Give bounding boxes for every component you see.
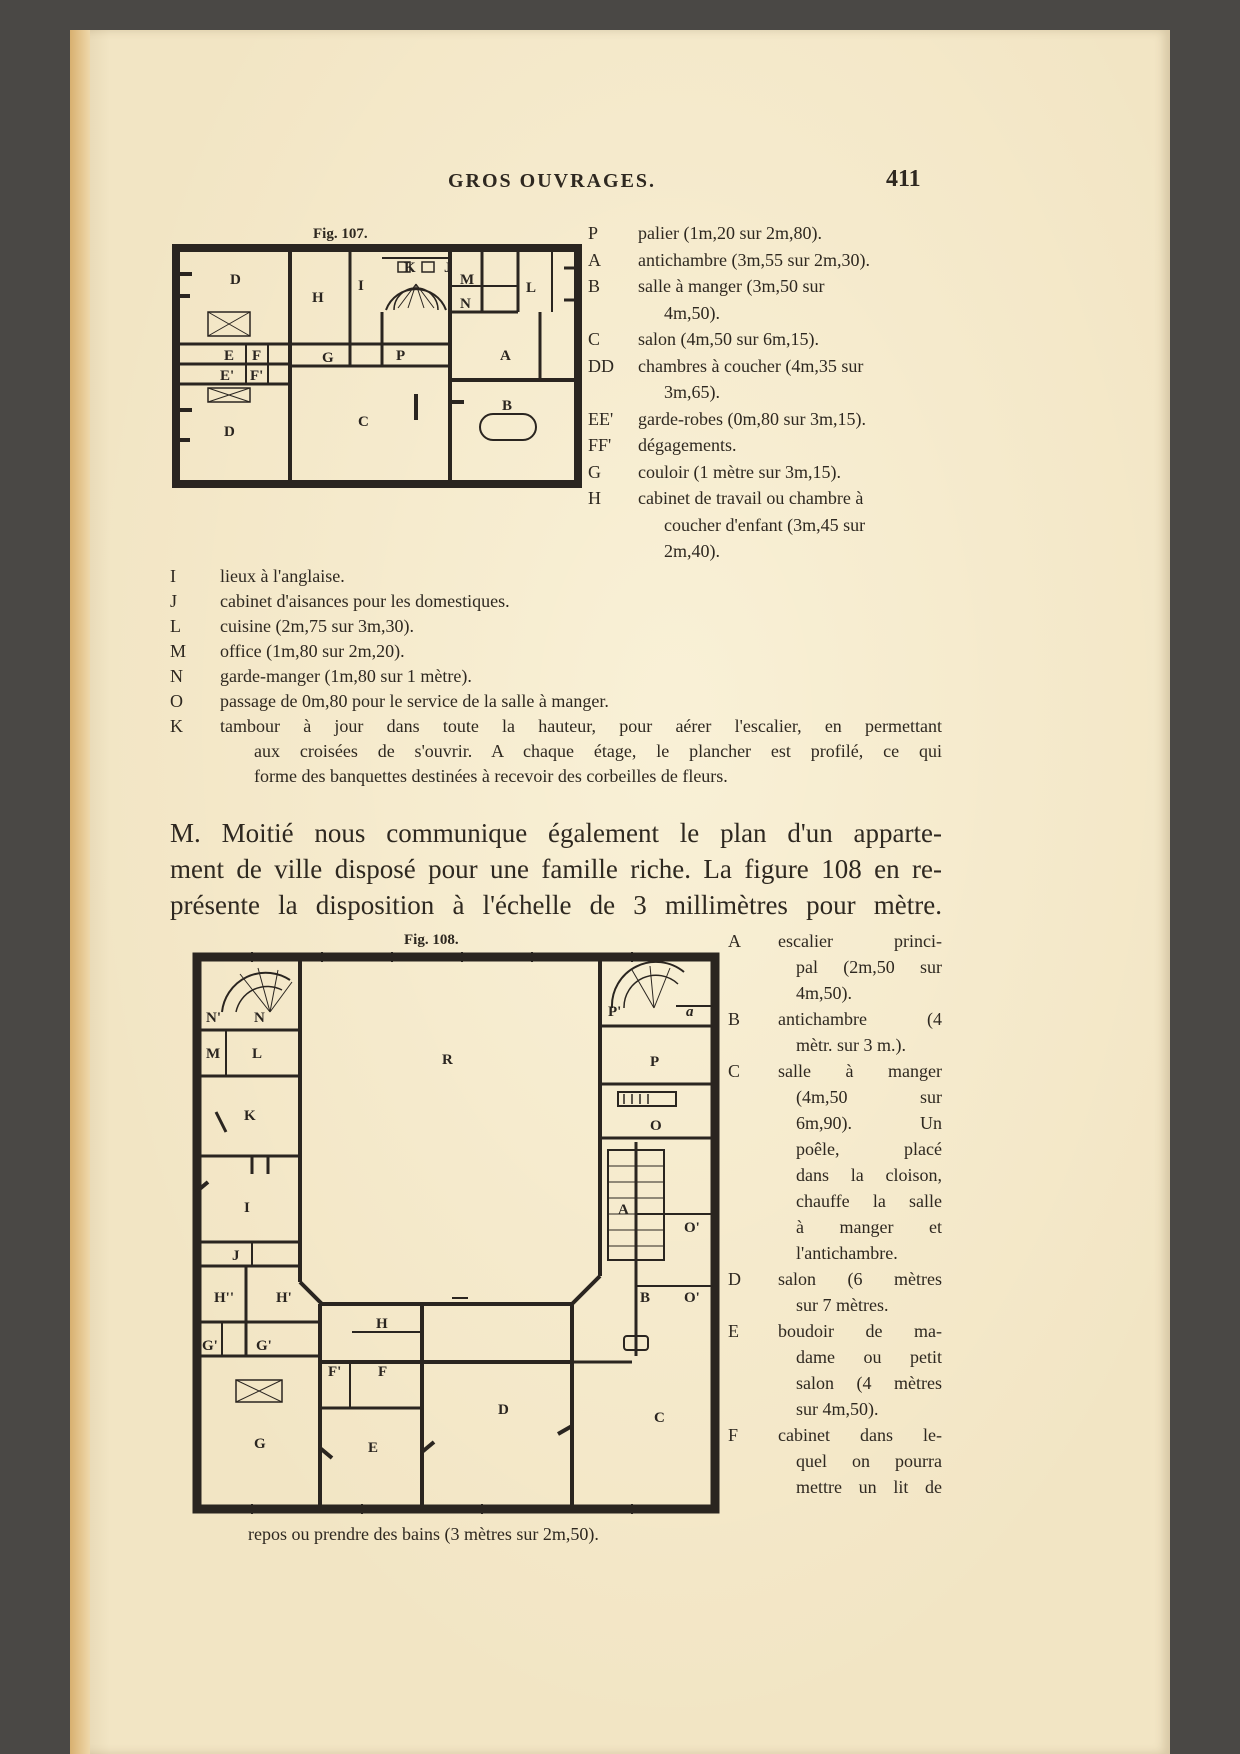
fig107-room-label: A <box>500 348 511 364</box>
legend-text: sur 7 mètres. <box>796 1295 889 1315</box>
body-paragraph <box>170 815 942 923</box>
legend-text: antichambre (3m,55 sur 2m,30). <box>638 249 870 270</box>
legend-text: boudoir de ma- <box>778 1321 942 1341</box>
fig107-legend-continued <box>170 564 942 789</box>
fig108-floor-plan <box>192 952 720 1514</box>
fig107-room-label: F' <box>250 368 264 384</box>
page-number: 411 <box>886 166 921 192</box>
fig108-room-label: B <box>640 1290 651 1306</box>
fig108-room-label: R <box>442 1052 453 1068</box>
legend-text: quel on pourra <box>796 1451 942 1471</box>
legend-entry <box>170 564 942 589</box>
legend-entry <box>170 614 942 639</box>
legend-key: EE' <box>588 408 614 429</box>
legend-entry <box>170 714 942 789</box>
legend-text: garde-robes (0m,80 sur 3m,15). <box>638 408 866 429</box>
fig108-room-label: P <box>650 1054 660 1070</box>
fig107-room-label: B <box>502 398 513 414</box>
fig108-windows <box>252 952 632 1514</box>
legend-key: P <box>588 223 599 243</box>
fig108-room-label: K <box>244 1108 256 1124</box>
fig108-caption: Fig. 108. <box>404 932 459 948</box>
fig108-room-label: G <box>254 1436 266 1452</box>
fig107-floor-plan <box>172 244 582 488</box>
fig108-room-label: H'' <box>214 1290 235 1306</box>
fig107-room-label: P <box>396 348 406 364</box>
legend-entry <box>588 432 940 459</box>
legend-text: cuisine (2m,75 sur 3m,30). <box>220 616 414 636</box>
fig108-room-label: E <box>368 1440 379 1456</box>
legend-key: C <box>588 329 601 349</box>
legend-entry <box>728 1422 942 1500</box>
legend-text: office (1m,80 sur 2m,20). <box>220 641 405 661</box>
fig108-room-label: G' <box>202 1338 218 1354</box>
paragraph-line: présente la disposition à l'échelle de 3 millimètres pour mètre. <box>170 890 942 920</box>
legend-key: A <box>728 931 741 951</box>
fig107-room-label: H <box>312 290 324 306</box>
legend-text: à manger et <box>796 1217 942 1237</box>
legend-text: cabinet de travail ou chambre à <box>638 488 864 508</box>
legend-text: escalier princi- <box>778 931 942 951</box>
legend-text: l'antichambre. <box>796 1243 898 1263</box>
fig108-room-label: I <box>244 1200 250 1216</box>
legend-key: A <box>588 249 601 270</box>
legend-text: salon (4 mètres <box>796 1373 942 1393</box>
legend-entry <box>588 459 940 486</box>
legend-text: 4m,50). <box>796 983 852 1003</box>
fig107-room-label: D <box>230 272 241 288</box>
fig108-legend <box>728 928 942 1500</box>
fig108-room-label: O' <box>684 1220 700 1236</box>
legend-text: passage de 0m,80 pour le service de la salle à manger. <box>220 691 609 711</box>
legend-text: antichambre (4 <box>778 1009 942 1029</box>
legend-entry <box>728 1266 942 1318</box>
legend-text: 4m,50). <box>664 302 720 323</box>
legend-entry <box>588 353 940 406</box>
fig108-legend-continuation: repos ou prendre des bains (3 mètres sur 2m,50). <box>248 1524 599 1544</box>
fig107-room-label: L <box>526 280 537 296</box>
legend-text: poêle, placé <box>796 1139 942 1159</box>
fig107-room-label: K <box>404 260 416 276</box>
legend-key: F <box>728 1425 739 1445</box>
legend-key: B <box>588 276 601 296</box>
legend-text: chauffe la salle <box>796 1191 942 1211</box>
fig107-room-label: C <box>358 414 369 430</box>
legend-text: cabinet d'aisances pour les domestiques. <box>220 591 510 611</box>
legend-entry <box>588 406 940 433</box>
legend-text: 6m,90). Un <box>796 1113 942 1133</box>
fig108-room-label: F <box>378 1364 388 1380</box>
fig108-room-label: a <box>686 1004 694 1020</box>
legend-text: mettre un lit de <box>796 1477 942 1497</box>
fig108-room-label: O <box>650 1118 662 1134</box>
fig108-room-label: J <box>232 1248 240 1264</box>
fig107-room-label: N <box>460 296 471 312</box>
legend-key: C <box>728 1061 741 1081</box>
fig108-room-label: A <box>618 1202 629 1218</box>
legend-text: mètr. sur 3 m.). <box>796 1035 906 1055</box>
legend-text: dame ou petit <box>796 1347 942 1367</box>
fig107-room-label: M <box>460 272 475 288</box>
legend-text: couloir (1 mètre sur 3m,15). <box>638 461 841 482</box>
legend-key: D <box>728 1269 741 1289</box>
fig107-room-label: F <box>252 348 262 364</box>
fig108-room-label: H <box>376 1316 388 1332</box>
running-header: GROS OUVRAGES. <box>448 170 657 192</box>
legend-text: forme des banquettes destinées à recevoir des corbeilles de fleurs. <box>254 766 728 786</box>
page-edge <box>70 30 90 1754</box>
legend-text: lieux à l'anglaise. <box>220 566 345 586</box>
legend-entry <box>588 247 940 274</box>
legend-text: pal (2m,50 sur <box>796 957 942 977</box>
fig108-room-label: F' <box>328 1364 342 1380</box>
legend-entry <box>728 1058 942 1266</box>
legend-text: cabinet dans le- <box>778 1425 942 1445</box>
legend-key: N <box>170 666 183 686</box>
legend-key: B <box>728 1009 741 1029</box>
legend-text: (4m,50 sur <box>796 1087 942 1107</box>
fig107-room-label: I <box>358 278 364 294</box>
legend-text: sur 4m,50). <box>796 1399 879 1419</box>
fig107-legend <box>588 220 940 565</box>
legend-key: O <box>170 691 183 711</box>
legend-key: K <box>170 716 183 736</box>
legend-entry <box>170 589 942 614</box>
legend-text: dans la cloison, <box>796 1165 942 1185</box>
legend-text: dégagements. <box>638 435 737 455</box>
legend-entry <box>728 1318 942 1422</box>
fig108-room-label: O' <box>684 1290 700 1306</box>
legend-entry <box>588 485 940 565</box>
legend-text: salon (4m,50 sur 6m,15). <box>638 329 819 349</box>
legend-text: garde-manger (1m,80 sur 1 mètre). <box>220 666 472 686</box>
legend-key: FF' <box>588 435 612 455</box>
paragraph-line: M. Moitié nous communique également le plan d'un apparte- <box>170 818 942 848</box>
fig108-room-label: L <box>252 1046 263 1062</box>
legend-text: 2m,40). <box>664 541 720 561</box>
legend-entry <box>588 326 940 353</box>
fig108-room-label: D <box>498 1402 509 1418</box>
fig108-room-label: N <box>254 1010 265 1026</box>
fig107-caption: Fig. 107. <box>313 226 368 242</box>
legend-entry <box>170 639 942 664</box>
fig108-room-label: N' <box>206 1010 221 1026</box>
fig108-room-label: G' <box>256 1338 272 1354</box>
legend-entry <box>728 1006 942 1058</box>
fig107-room-label: D <box>224 424 235 440</box>
fig108-room-label: C <box>654 1410 665 1426</box>
legend-entry <box>588 273 940 326</box>
legend-key: L <box>170 616 181 636</box>
legend-key: DD <box>588 355 614 376</box>
fig107-room-label: G <box>322 350 334 366</box>
legend-key: E <box>728 1321 739 1341</box>
fig108-room-label: M <box>206 1046 221 1062</box>
legend-key: J <box>170 591 178 611</box>
legend-text: palier (1m,20 sur 2m,80). <box>638 223 822 243</box>
legend-entry <box>170 664 942 689</box>
paragraph-line: ment de ville disposé pour une famille riche. La figure 108 en re- <box>170 854 942 884</box>
legend-text: salle à manger <box>778 1061 942 1081</box>
legend-text: tambour à jour dans toute la hauteur, pour aérer l'escalier, en permettant <box>220 716 942 736</box>
legend-entry <box>728 928 942 1006</box>
legend-text: coucher d'enfant (3m,45 sur <box>664 514 866 535</box>
legend-key: I <box>170 566 176 586</box>
legend-text: salle à manger (3m,50 sur <box>638 276 825 296</box>
legend-entry <box>588 220 940 247</box>
fig108-room-label: P' <box>608 1004 622 1020</box>
fig108-room-label: H' <box>276 1290 292 1306</box>
legend-text: salon (6 mètres <box>778 1269 942 1289</box>
fig107-room-label: J <box>444 260 452 276</box>
legend-key: G <box>588 461 601 482</box>
legend-text: chambres à coucher (4m,35 sur <box>638 355 864 376</box>
legend-text: aux croisées de s'ouvrir. A chaque étage, le plancher est profilé, ce qui <box>254 741 942 761</box>
legend-key: M <box>170 641 187 661</box>
legend-text: 3m,65). <box>664 382 720 402</box>
fig107-room-label: E <box>224 348 235 364</box>
legend-entry <box>170 689 942 714</box>
legend-key: H <box>588 488 601 508</box>
fig107-room-label: E' <box>220 368 235 384</box>
